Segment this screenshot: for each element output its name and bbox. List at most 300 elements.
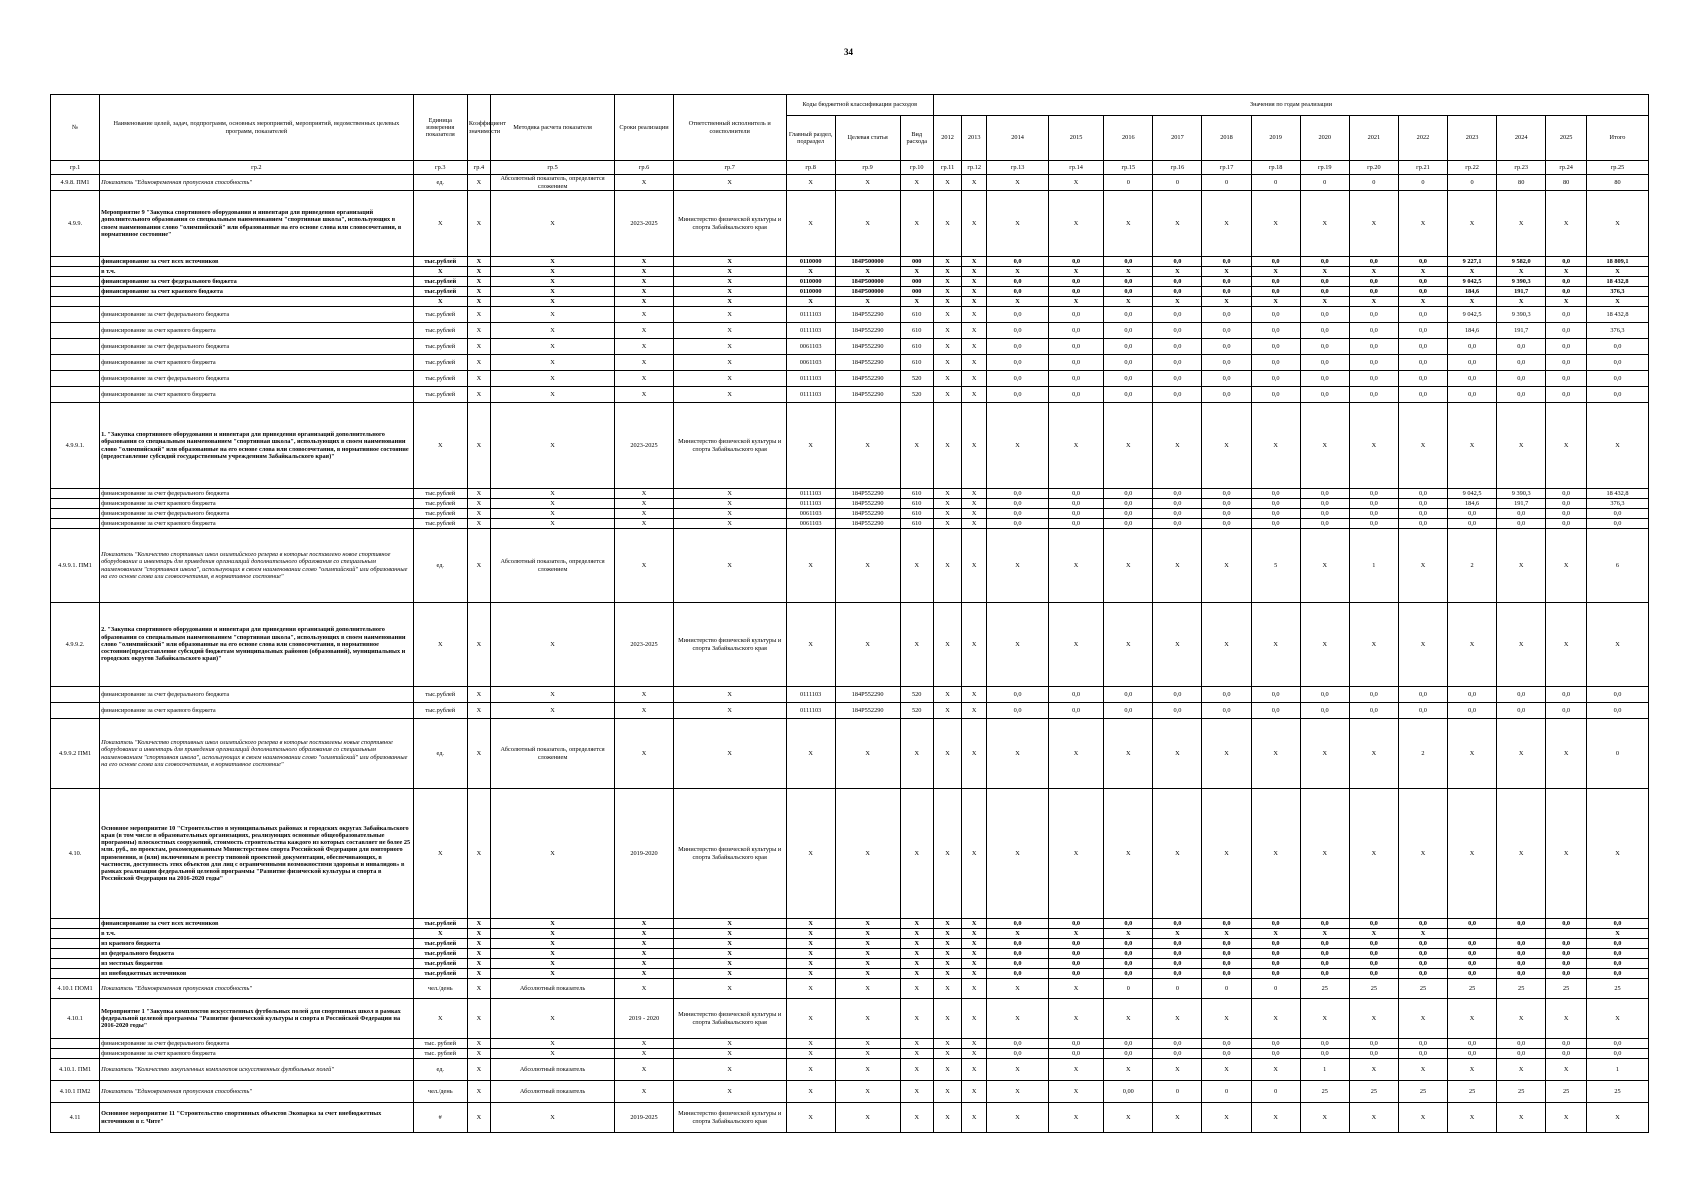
header-year: 2020 [1300, 116, 1349, 161]
table-cell: 0,0 [1300, 307, 1349, 323]
table-cell: X [1251, 929, 1300, 939]
table-cell: 0,0 [1251, 499, 1300, 509]
table-cell: 0,0 [1546, 703, 1587, 719]
table-cell: X [1497, 999, 1546, 1039]
table-row [51, 257, 1649, 267]
table-cell: 0,0 [987, 323, 1049, 339]
table-cell: X [962, 1103, 987, 1133]
table-cell: X [933, 789, 961, 919]
table-cell: X [467, 703, 490, 719]
table-cell: 184P552290 [835, 355, 900, 371]
table-cell: X [1587, 403, 1649, 489]
table-cell: X [1048, 297, 1103, 307]
table-cell: 0,0 [1153, 949, 1202, 959]
table-cell: 0,0 [1448, 371, 1497, 387]
table-cell: X [1448, 999, 1497, 1039]
table-cell: X [900, 949, 933, 959]
table-cell: X [933, 175, 961, 191]
table-cell: 184P552290 [835, 509, 900, 519]
table-cell: X [962, 267, 987, 277]
table-cell: X [615, 1049, 674, 1059]
table-cell: Абсолютный показатель, определяется сложением [490, 529, 614, 603]
table-cell: X [900, 175, 933, 191]
table-row [51, 287, 1649, 297]
row-number-cell: 4.10.1 [51, 999, 100, 1039]
table-cell: X [467, 1081, 490, 1103]
table-cell: X [490, 489, 614, 499]
table-cell: 0,0 [1048, 703, 1103, 719]
table-cell: X [835, 529, 900, 603]
table-cell: 0 [1251, 979, 1300, 999]
table-cell: 0,0 [1153, 387, 1202, 403]
table-cell: X [1048, 789, 1103, 919]
table-cell: X [490, 257, 614, 267]
table-cell: 0,0 [1104, 277, 1153, 287]
table-cell: X [1497, 297, 1546, 307]
table-cell: 0 [1398, 175, 1447, 191]
table-cell: X [615, 939, 674, 949]
table-cell: 0,0 [1546, 939, 1587, 949]
table-cell: 184P552290 [835, 307, 900, 323]
table-cell: X [615, 499, 674, 509]
table-cell: X [962, 323, 987, 339]
table-cell: 0,0 [1546, 307, 1587, 323]
table-cell: X [490, 499, 614, 509]
table-cell: 0,0 [1587, 1049, 1649, 1059]
table-cell: X [1300, 297, 1349, 307]
table-cell: X [933, 939, 961, 949]
table-cell: X [1202, 1103, 1251, 1133]
table-cell: X [900, 929, 933, 939]
table-cell: 0,0 [1349, 509, 1398, 519]
table-cell: 0,0 [1349, 371, 1398, 387]
header-code-section: Главный раздел, подраздел [786, 116, 835, 161]
table-row [51, 1081, 1649, 1103]
table-cell: 610 [900, 489, 933, 499]
row-name-cell: финансирование за счет краевого бюджета [100, 355, 413, 371]
table-cell: 6 [1587, 529, 1649, 603]
table-cell: X [900, 999, 933, 1039]
table-cell: X [900, 979, 933, 999]
table-cell: X [467, 355, 490, 371]
table-cell: X [467, 979, 490, 999]
table-cell: 25 [1349, 1081, 1398, 1103]
table-cell: X [1349, 999, 1398, 1039]
table-cell: X [933, 703, 961, 719]
table-cell: X [615, 307, 674, 323]
table-cell: X [962, 959, 987, 969]
column-number: гр.6 [615, 161, 674, 175]
table-cell: 1 [1349, 529, 1398, 603]
header-year: 2014 [987, 116, 1049, 161]
table-cell: 0,0 [1448, 949, 1497, 959]
table-cell: 0 [1251, 175, 1300, 191]
table-cell: X [615, 929, 674, 939]
table-cell: 2 [1448, 529, 1497, 603]
table-cell: X [987, 1059, 1049, 1081]
table-cell: X [962, 603, 987, 687]
table-cell: 0,0 [1300, 969, 1349, 979]
table-cell: X [673, 297, 786, 307]
table-cell: X [962, 499, 987, 509]
row-number-cell: 4.9.8. ПМ1 [51, 175, 100, 191]
table-cell: 184P552290 [835, 687, 900, 703]
table-cell: 0,0 [1251, 277, 1300, 287]
table-cell: X [933, 1059, 961, 1081]
table-cell: 0,0 [1587, 703, 1649, 719]
table-cell: X [1300, 789, 1349, 919]
table-cell: 0,0 [1349, 519, 1398, 529]
table-cell: X [933, 603, 961, 687]
table-cell: 0,0 [1398, 287, 1447, 297]
table-row [51, 919, 1649, 929]
table-cell: 80 [1546, 175, 1587, 191]
table-cell: X [900, 1049, 933, 1059]
table-cell: X [1448, 403, 1497, 489]
column-number: гр.9 [835, 161, 900, 175]
table-cell: X [1202, 999, 1251, 1039]
table-cell: X [1202, 297, 1251, 307]
table-cell: 610 [900, 307, 933, 323]
table-cell: 0,0 [987, 371, 1049, 387]
row-number-cell: 4.9.9.2 ПМ1 [51, 719, 100, 789]
row-name-cell: финансирование за счет всех источников [100, 919, 413, 929]
table-cell: 0,0 [1300, 323, 1349, 339]
table-cell: 25 [1587, 979, 1649, 999]
table-cell: X [615, 687, 674, 703]
table-row [51, 999, 1649, 1039]
table-cell: X [900, 603, 933, 687]
table-cell: X [615, 297, 674, 307]
table-cell: X [490, 323, 614, 339]
table-cell: X [467, 403, 490, 489]
row-number-cell: 4.9.9.1. ПМ1 [51, 529, 100, 603]
table-cell: 0,0 [1104, 339, 1153, 355]
table-cell: X [786, 297, 835, 307]
table-cell: X [615, 979, 674, 999]
row-number-cell [51, 267, 100, 277]
program-indicators-table [50, 94, 1649, 1133]
table-cell: X [835, 267, 900, 277]
table-cell: 0,0 [1497, 371, 1546, 387]
row-number-cell: 4.10.1 ПМ2 [51, 1081, 100, 1103]
table-cell: X [962, 703, 987, 719]
table-cell: 18 432,8 [1587, 489, 1649, 499]
table-cell: X [1349, 789, 1398, 919]
table-cell: X [933, 287, 961, 297]
table-cell: X [962, 919, 987, 929]
table-cell: X [1349, 267, 1398, 277]
table-cell: X [1497, 191, 1546, 257]
table-cell: 0,0 [1398, 969, 1447, 979]
table-row [51, 387, 1649, 403]
table-cell: 0,0 [1448, 519, 1497, 529]
table-cell: X [673, 529, 786, 603]
table-cell: X [467, 509, 490, 519]
table-cell: 0,0 [1202, 969, 1251, 979]
table-cell: 2019-2025 [615, 1103, 674, 1133]
table-cell: 0 [1251, 1081, 1300, 1103]
table-cell: X [1048, 403, 1103, 489]
table-cell: 0111103 [786, 489, 835, 499]
table-cell: X [933, 403, 961, 489]
table-cell: X [1104, 929, 1153, 939]
table-row [51, 277, 1649, 287]
table-cell: 0,0 [1153, 287, 1202, 297]
table-cell: X [933, 297, 961, 307]
table-cell: 0,0 [1048, 1039, 1103, 1049]
table-cell: 376,3 [1587, 323, 1649, 339]
table-cell: X [1546, 297, 1587, 307]
table-cell: 0,0 [1546, 257, 1587, 267]
table-cell: 0,0 [1104, 1039, 1153, 1049]
table-cell: X [490, 1103, 614, 1133]
table-cell: 0111103 [786, 703, 835, 719]
row-number-cell: 4.10.1 ПОМ1 [51, 979, 100, 999]
table-cell: 0,0 [1104, 919, 1153, 929]
table-cell: 9 227,1 [1448, 257, 1497, 267]
column-number: гр.1 [51, 161, 100, 175]
table-cell: X [1497, 719, 1546, 789]
table-cell: 0111103 [786, 371, 835, 387]
table-cell: 0,0 [1587, 509, 1649, 519]
header-year: 2019 [1251, 116, 1300, 161]
column-number: гр.7 [673, 161, 786, 175]
table-cell: 0110000 [786, 287, 835, 297]
table-cell: 0,0 [1153, 519, 1202, 529]
table-cell: 0061103 [786, 519, 835, 529]
table-cell: X [900, 969, 933, 979]
table-cell: X [490, 307, 614, 323]
header-year: 2023 [1448, 116, 1497, 161]
table-cell: X [413, 789, 467, 919]
table-cell: 0,0 [1202, 1039, 1251, 1049]
table-cell: X [467, 719, 490, 789]
table-row [51, 687, 1649, 703]
row-name-cell: Показатель "Количество закупленных комплектов искусственных футбольных полей" [100, 1059, 413, 1081]
table-cell: 184,6 [1448, 499, 1497, 509]
table-cell: X [835, 969, 900, 979]
table-cell: 0,0 [1048, 277, 1103, 287]
table-cell: X [786, 1081, 835, 1103]
table-cell: X [1300, 603, 1349, 687]
table-cell: 0,0 [1587, 1039, 1649, 1049]
table-cell: Министерство физической культуры и спорта Забайкальского края [673, 403, 786, 489]
table-cell: 0,0 [1251, 489, 1300, 499]
table-cell: 610 [900, 355, 933, 371]
table-cell: 9 390,3 [1497, 489, 1546, 499]
row-number-cell: 4.9.9. [51, 191, 100, 257]
table-cell: X [615, 355, 674, 371]
table-cell: 0,0 [1497, 949, 1546, 959]
table-cell: 0,0 [1546, 959, 1587, 969]
table-cell: X [835, 1049, 900, 1059]
table-cell: 0,0 [1398, 519, 1447, 529]
table-cell: тыс.рублей [413, 939, 467, 949]
table-cell: X [673, 929, 786, 939]
table-cell: X [987, 403, 1049, 489]
table-cell: X [933, 929, 961, 939]
table-cell: тыс.рублей [413, 307, 467, 323]
table-cell: X [900, 959, 933, 969]
row-number-cell [51, 307, 100, 323]
table-cell: 0,0 [1546, 355, 1587, 371]
table-cell: тыс.рублей [413, 355, 467, 371]
table-cell: 0,0 [1300, 939, 1349, 949]
column-number: гр.3 [413, 161, 467, 175]
row-name-cell: из федерального бюджета [100, 949, 413, 959]
table-cell: X [987, 999, 1049, 1039]
table-cell: X [933, 1049, 961, 1059]
table-row [51, 191, 1649, 257]
table-cell: 000 [900, 257, 933, 267]
table-cell: X [1104, 1059, 1153, 1081]
table-cell: X [1546, 603, 1587, 687]
row-number-cell [51, 339, 100, 355]
table-cell: 184P552290 [835, 519, 900, 529]
table-cell: X [962, 949, 987, 959]
table-cell: X [673, 1081, 786, 1103]
row-name-cell: финансирование за счет федерального бюджета [100, 509, 413, 519]
table-cell: X [673, 1049, 786, 1059]
table-row [51, 1103, 1649, 1133]
table-cell: 0,0 [1497, 519, 1546, 529]
row-name-cell: финансирование за счет федерального бюджета [100, 687, 413, 703]
table-cell: X [615, 519, 674, 529]
table-cell: X [1202, 929, 1251, 939]
table-cell: X [1546, 789, 1587, 919]
table-cell: X [673, 287, 786, 297]
table-cell: X [933, 999, 961, 1039]
table-cell: Министерство физической культуры и спорта Забайкальского края [673, 999, 786, 1039]
table-cell: 0,0 [1398, 387, 1447, 403]
table-cell: X [1398, 267, 1447, 277]
row-name-cell: финансирование за счет краевого бюджета [100, 387, 413, 403]
table-cell: 0,0 [1497, 355, 1546, 371]
column-number: гр.19 [1300, 161, 1349, 175]
table-cell: чел./день [413, 979, 467, 999]
table-cell: X [1448, 191, 1497, 257]
table-cell: X [1202, 267, 1251, 277]
table-cell: X [1448, 297, 1497, 307]
table-cell: 0110000 [786, 277, 835, 287]
header-name: Наименование целей, задач, подпрограмм, основных мероприятий, мероприятий, ведомственных целевых программ, показателей [100, 95, 413, 161]
table-cell: 0,0 [987, 919, 1049, 929]
table-cell: 0,0 [1300, 949, 1349, 959]
table-cell: X [1398, 403, 1447, 489]
table-cell: X [673, 687, 786, 703]
table-cell: X [1398, 529, 1447, 603]
table-cell: X [933, 257, 961, 267]
table-cell: X [1448, 603, 1497, 687]
table-cell: 184P500000 [835, 277, 900, 287]
table-cell: 1 [1300, 1059, 1349, 1081]
table-cell: X [987, 191, 1049, 257]
table-cell: X [962, 191, 987, 257]
row-name-cell: Мероприятие 1 "Закупка комплектов искусственных футбольных полей для спортивных школ в рамках федеральной целевой программы "Развитие физической культуры и спорта в Российской Федерации на 2016-2020 годы" [100, 999, 413, 1039]
table-cell: Министерство физической культуры и спорта Забайкальского края [673, 191, 786, 257]
table-cell: 0,0 [1153, 277, 1202, 287]
table-cell: X [467, 1049, 490, 1059]
table-cell: X [962, 719, 987, 789]
table-cell [1497, 929, 1546, 939]
table-cell: X [900, 1081, 933, 1103]
row-number-cell: 4.9.9.1. [51, 403, 100, 489]
table-cell: X [490, 919, 614, 929]
row-number-cell [51, 371, 100, 387]
table-cell: X [933, 267, 961, 277]
table-cell: X [467, 371, 490, 387]
table-cell: 0,0 [1202, 355, 1251, 371]
table-cell: X [987, 929, 1049, 939]
table-cell: тыс.рублей [413, 519, 467, 529]
table-cell: 000 [900, 287, 933, 297]
column-number: гр.22 [1448, 161, 1497, 175]
table-cell: X [786, 999, 835, 1039]
table-cell: 0,0 [1048, 939, 1103, 949]
table-cell: 0,0 [1349, 1049, 1398, 1059]
table-cell: X [1546, 267, 1587, 277]
table-cell: 0,0 [1202, 509, 1251, 519]
table-cell: 0,0 [1398, 339, 1447, 355]
table-cell: 0,0 [1587, 949, 1649, 959]
table-cell: X [673, 509, 786, 519]
table-cell: X [673, 489, 786, 499]
table-cell: 0,0 [1104, 355, 1153, 371]
table-cell: 0,0 [1497, 969, 1546, 979]
table-cell: 0,0 [1202, 949, 1251, 959]
table-cell: 184,6 [1448, 323, 1497, 339]
table-cell: X [1202, 191, 1251, 257]
table-cell: 184P552290 [835, 703, 900, 719]
table-cell: 0,0 [1349, 489, 1398, 499]
table-cell: 0,0 [1448, 959, 1497, 969]
table-row [51, 979, 1649, 999]
table-cell: X [1300, 1103, 1349, 1133]
table-cell: X [1398, 191, 1447, 257]
table-cell: X [490, 949, 614, 959]
row-number-cell [51, 929, 100, 939]
table-cell: 0,0 [1153, 687, 1202, 703]
table-cell: 0,0 [1153, 919, 1202, 929]
table-cell: 184P500000 [835, 287, 900, 297]
table-cell: X [615, 175, 674, 191]
table-cell: X [786, 789, 835, 919]
table-cell: X [1497, 603, 1546, 687]
table-cell: 0,0 [1202, 323, 1251, 339]
table-cell: 0 [1202, 175, 1251, 191]
table-cell: 0,0 [1398, 323, 1447, 339]
table-cell [1546, 929, 1587, 939]
table-cell: 0,0 [1104, 949, 1153, 959]
row-number-cell [51, 939, 100, 949]
row-number-cell [51, 297, 100, 307]
table-cell: X [1153, 929, 1202, 939]
table-cell: X [467, 929, 490, 939]
table-cell: Министерство физической культуры и спорта Забайкальского края [673, 789, 786, 919]
table-cell: 0,0 [1048, 355, 1103, 371]
table-cell: X [1153, 529, 1202, 603]
column-number: гр.25 [1587, 161, 1649, 175]
table-cell: X [467, 191, 490, 257]
table-cell: X [1349, 1059, 1398, 1081]
table-cell: X [962, 277, 987, 287]
table-cell: X [413, 191, 467, 257]
row-number-cell [51, 1039, 100, 1049]
table-row [51, 175, 1649, 191]
table-cell: X [1153, 267, 1202, 277]
table-cell: 0,0 [987, 939, 1049, 949]
